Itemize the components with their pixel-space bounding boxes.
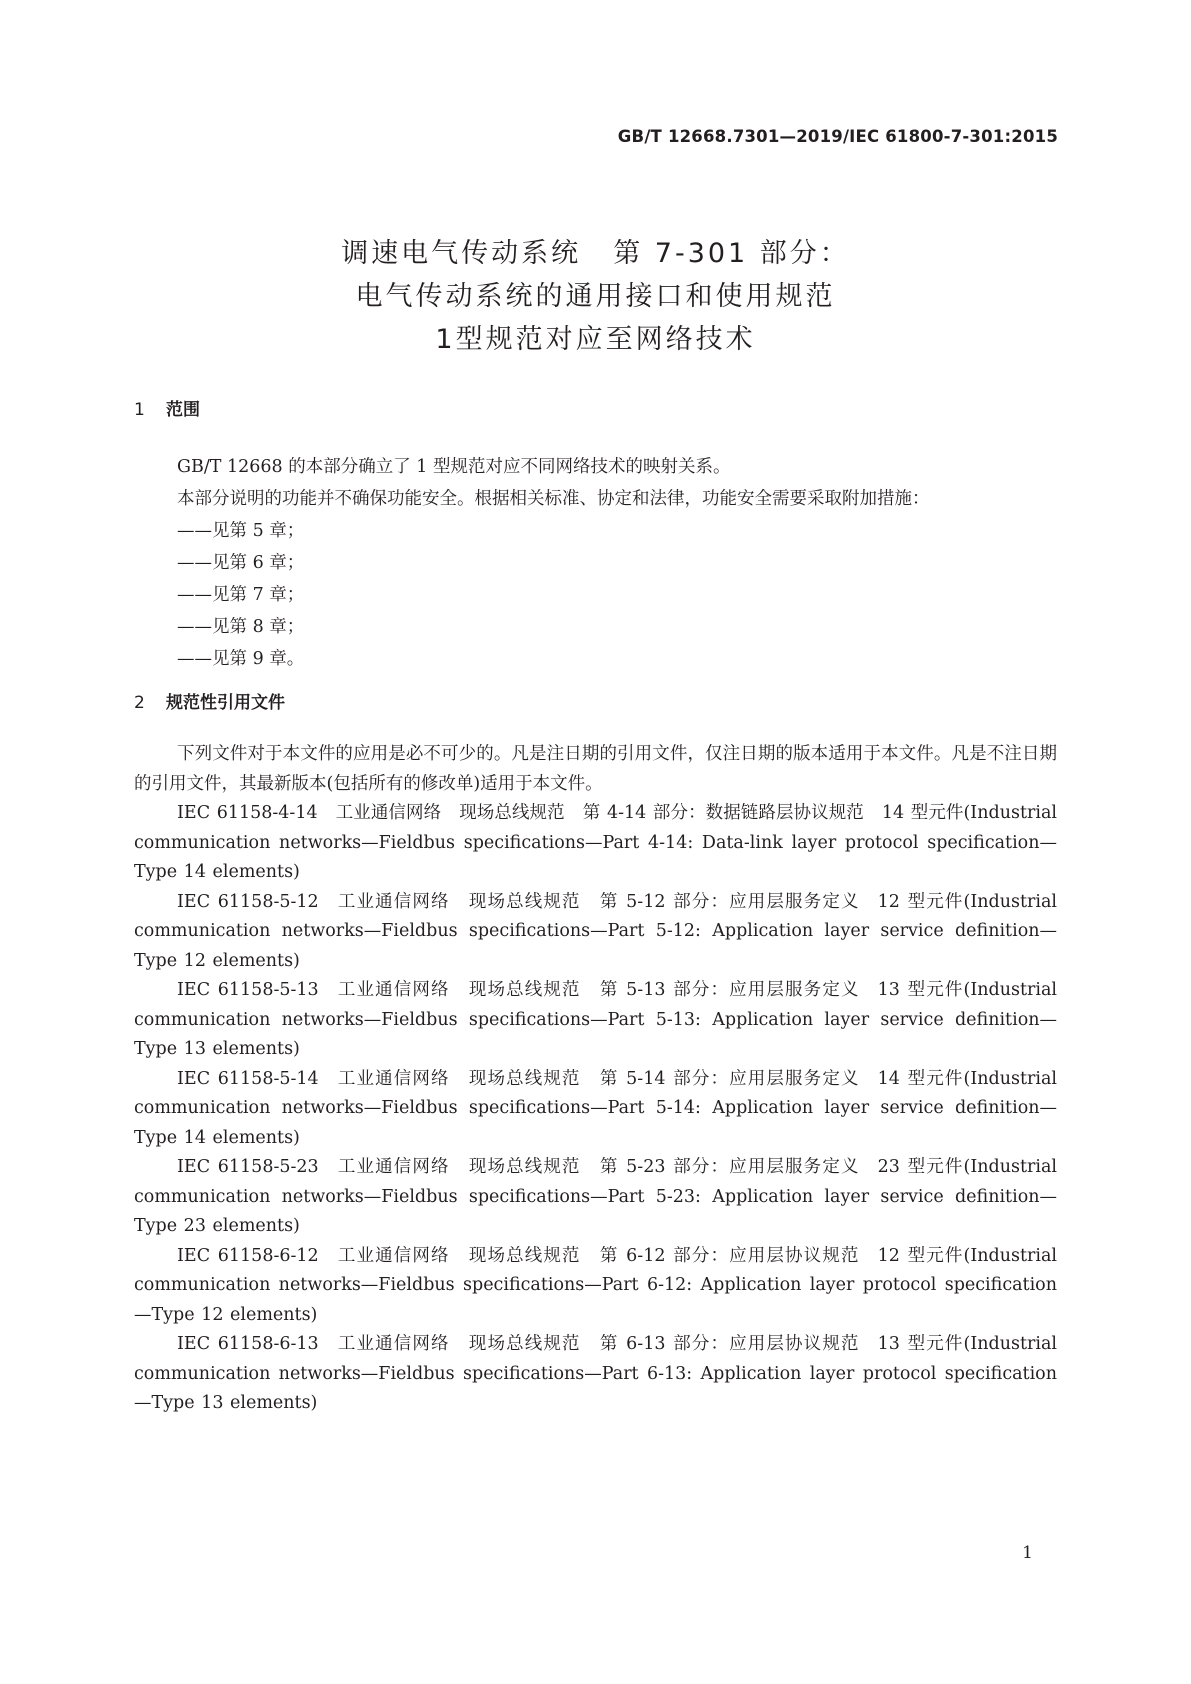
- reference-cn-part: 第 4-14 部分：数据链路层协议规范: [582, 803, 864, 823]
- reference-cn-sub: 现场总线规范: [459, 803, 565, 823]
- reference-cn-sub: 现场总线规范: [467, 1157, 581, 1177]
- reference-cn-series: 工业通信网络: [336, 980, 450, 1000]
- list-item: ——见第 6 章；: [177, 553, 305, 573]
- reference-cn-part: 第 5-23 部分：应用层服务定义: [598, 1157, 860, 1177]
- section-1-number: 1: [134, 400, 145, 420]
- reference-cn-sub: 现场总线规范: [467, 1334, 581, 1354]
- reference-cn-sub: 现场总线规范: [467, 1068, 581, 1089]
- reference-en-title: (Industrial communication networks—Fieldbus specifications—Part 6-12: Application layer protocol specification—Type 12 elements): [134, 1245, 1058, 1325]
- reference-cn-part: 第 5-12 部分：应用层服务定义: [598, 891, 860, 912]
- reference-entry: [134, 1153, 1057, 1242]
- reference-code: IEC 61158-6-13: [177, 1334, 319, 1354]
- reference-cn-part: 第 5-14 部分：应用层服务定义: [598, 1068, 860, 1089]
- reference-cn-type: 13 型元件: [877, 980, 964, 1000]
- reference-code: IEC 61158-5-12: [177, 891, 319, 912]
- reference-code: IEC 61158-5-13: [177, 980, 319, 1000]
- standard-number: GB/T 12668.7301—2019/IEC 61800-7-301:2015: [617, 127, 1058, 146]
- document-title: [0, 232, 1191, 361]
- reference-cn-sub: 现场总线规范: [467, 980, 581, 1000]
- list-item: ——见第 7 章；: [177, 585, 305, 605]
- list-item: ——见第 9 章。: [177, 649, 305, 669]
- reference-cn-type: 14 型元件: [877, 1068, 964, 1089]
- page-number: 1: [1022, 1543, 1033, 1563]
- reference-entry: [134, 1065, 1057, 1154]
- reference-cn-part: 第 5-13 部分：应用层服务定义: [598, 980, 860, 1000]
- title-line-3: 1型规范对应至网络技术: [435, 324, 756, 355]
- reference-en-title: (Industrial communication networks—Fieldbus specifications—Part 5-13: Application layer service definition—Type 13 elements): [134, 980, 1058, 1059]
- list-item: ——见第 8 章；: [177, 617, 305, 637]
- reference-entry: [134, 888, 1057, 977]
- reference-cn-series: 工业通信网络: [336, 1157, 450, 1177]
- reference-entry: [134, 1242, 1057, 1331]
- reference-code: IEC 61158-5-14: [177, 1068, 319, 1089]
- reference-en-title: (Industrial communication networks—Fieldbus specifications—Part 4-14: Data-link layer protocol specification—Type 14 elements): [134, 803, 1057, 882]
- section-2-number: 2: [134, 693, 145, 713]
- title-line-1-part-a: 调速电气传动系统: [341, 238, 582, 269]
- reference-cn-part: 第 6-13 部分：应用层协议规范: [598, 1334, 860, 1354]
- reference-cn-series: 工业通信网络: [336, 1245, 450, 1266]
- reference-cn-sub: 现场总线规范: [467, 1245, 581, 1266]
- reference-cn-series: 工业通信网络: [336, 1068, 450, 1089]
- reference-code: IEC 61158-4-14: [177, 803, 318, 823]
- reference-cn-type: 13 型元件: [877, 1334, 964, 1354]
- reference-cn-type: 12 型元件: [877, 891, 964, 912]
- section-2-title: 规范性引用文件: [166, 693, 285, 713]
- reference-cn-sub: 现场总线规范: [467, 891, 581, 912]
- section-2-intro: 下列文件对于本文件的应用是必不可少的。凡是注日期的引用文件，仅注日期的版本适用于本文件。凡是不注日期的引用文件，其最新版本(包括所有的修改单)适用于本文件。: [134, 744, 1057, 794]
- title-line-1: [0, 232, 1191, 275]
- reference-entry: [134, 799, 1057, 888]
- section-1-heading: [134, 395, 200, 420]
- section-2-heading: [134, 688, 285, 713]
- section-1-body: [134, 451, 1057, 675]
- reference-entry: [134, 976, 1057, 1065]
- reference-cn-type: 23 型元件: [877, 1157, 964, 1177]
- section-1-paragraph: 本部分说明的功能并不确保功能安全。根据相关标准、协定和法律，功能安全需要采取附加措施：: [177, 489, 930, 509]
- list-item: ——见第 5 章；: [177, 521, 305, 541]
- section-1-title: 范围: [166, 400, 200, 420]
- reference-cn-series: 工业通信网络: [336, 1334, 450, 1354]
- reference-cn-part: 第 6-12 部分：应用层协议规范: [598, 1245, 860, 1266]
- section-2-body: [134, 740, 1057, 1419]
- reference-cn-series: 工业通信网络: [335, 803, 442, 823]
- title-line-2: 电气传动系统的通用接口和使用规范: [355, 281, 836, 312]
- reference-cn-type: 12 型元件: [877, 1245, 964, 1266]
- reference-en-title: (Industrial communication networks—Fieldbus specifications—Part 5-14: Application layer service definition—Type 14 elements): [134, 1068, 1058, 1148]
- reference-en-title: (Industrial communication networks—Fieldbus specifications—Part 5-23: Application layer service definition—Type 23 elements): [134, 1157, 1058, 1236]
- reference-cn-type: 14 型元件: [881, 803, 964, 823]
- reference-en-title: (Industrial communication networks—Fieldbus specifications—Part 5-12: Application layer service definition—Type 12 elements): [134, 891, 1058, 971]
- reference-cn-series: 工业通信网络: [336, 891, 450, 912]
- reference-code: IEC 61158-6-12: [177, 1245, 319, 1266]
- reference-code: IEC 61158-5-23: [177, 1157, 319, 1177]
- reference-en-title: (Industrial communication networks—Fieldbus specifications—Part 6-13: Application layer protocol specification—Type 13 elements): [134, 1334, 1058, 1413]
- reference-entry: [134, 1330, 1057, 1419]
- title-line-1-part-b: 第 7-301 部分：: [613, 238, 850, 269]
- section-1-paragraph: GB/T 12668 的本部分确立了 1 型规范对应不同网络技术的映射关系。: [177, 457, 731, 477]
